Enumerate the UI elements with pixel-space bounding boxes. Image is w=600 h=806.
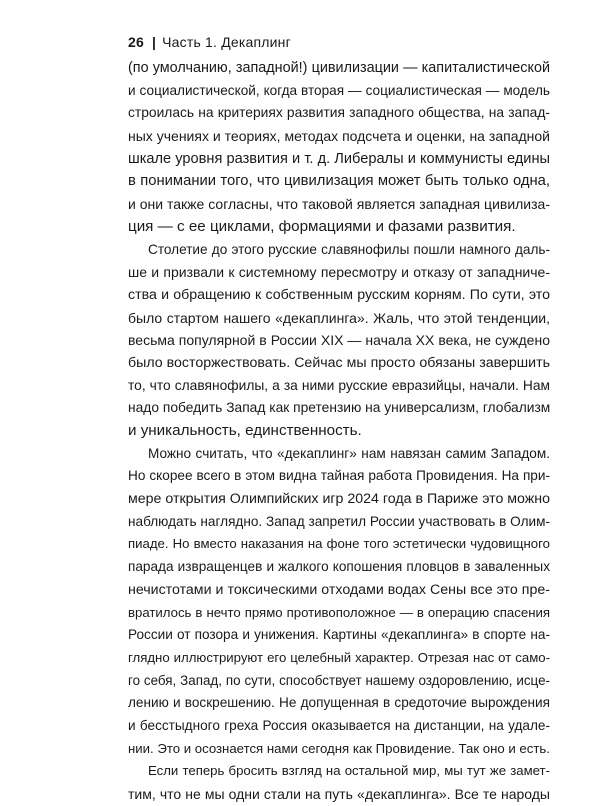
text-line: и уникальность, единственность.: [128, 422, 362, 439]
paragraph-first-line: Столетие до этого русские славянофилы пошли намного даль-: [148, 241, 550, 257]
text-line: нии. Это и осознается нами сегодня как Провидение. Так оно и есть.: [128, 740, 550, 756]
page-number: 26: [128, 34, 144, 50]
running-header: [128, 34, 291, 50]
text-line: парада извращенцев и жалкого копошения пловцов в заваленных: [128, 559, 550, 575]
text-line: ше и призвали к системному пересмотру и отказу от западниче-: [128, 264, 550, 281]
text-line: и социалистической, когда вторая — социалистическая — модель: [128, 82, 550, 98]
text-line: глядно иллюстрируют его целебный характер. Отрезая нас от само-: [128, 649, 550, 665]
paragraph-first-line: Если теперь бросить взгляд на остальной мир, мы тут же замет-: [148, 763, 550, 779]
chapter-title: Часть 1. Декаплинг: [162, 34, 291, 50]
text-line: Но скорее всего в этом видна тайная работа Провидения. На при-: [128, 468, 550, 484]
text-line: лению и воскрешению. Не допущенная в средоточие вырождения: [128, 695, 550, 711]
text-line: строилась на критериях развития западного общества, на запад-: [128, 105, 550, 121]
text-line: наблюдать наглядно. Запад запретил России участвовать в Олим-: [128, 513, 550, 529]
text-line: (по умолчанию, западной!) цивилизации — капиталистической: [128, 60, 550, 76]
text-line: мере открытия Олимпийских игр 2024 года в Париже это можно: [128, 491, 550, 508]
text-line: вратилось в нечто прямо противоположное — в операцию спасения: [128, 604, 550, 620]
paragraph-first-line: Можно считать, что «декаплинг» нам навязан самим Западом.: [148, 445, 550, 461]
body-text: [128, 57, 550, 806]
text-line: тим, что не мы одни стали на путь «декаплинга». Все те народы: [128, 786, 550, 802]
header-separator: |: [151, 34, 157, 50]
text-line: и бесстыдного греха Россия оказывается на дистанции, на удале-: [128, 717, 550, 733]
text-line: шкале уровня развития и т. д. Либералы и коммунисты едины: [128, 150, 550, 167]
text-line: весьма популярной в России XIX — начала XX века, не суждено: [128, 332, 550, 349]
text-line: было восторжествовать. Сейчас мы просто обязаны завершить: [128, 354, 550, 371]
text-line: ных учениях и теориях, методах подсчета и оценки, на западной: [128, 128, 550, 145]
text-line: в понимании того, что цивилизация может быть только одна,: [128, 173, 550, 190]
text-line: надо победить Запад как претензию на универсализм, глобализм: [128, 400, 551, 416]
text-line: то, что славянофилы, а за ними русские евразийцы, начали. Нам: [128, 377, 550, 393]
text-line: пиаде. Но вместо наказания на фоне того эстетически чудовищного: [128, 536, 550, 552]
text-line: было стартом нашего «декаплинга». Жаль, что этой тенденции,: [128, 309, 550, 326]
text-line: ства и обращению к собственным русским корням. По сути, это: [128, 286, 550, 303]
text-line: и они также согласны, что таковой является западная цивилиза-: [128, 196, 550, 213]
text-line: го себя, Запад, по сути, способствует нашему оздоровлению, исце-: [128, 672, 550, 688]
text-line: России от позора и унижения. Картины «декаплинга» в спорте на-: [128, 627, 550, 643]
text-line: нечистотами и токсическими отходами водах Сены все это пре-: [128, 581, 550, 598]
text-line: ция — с ее циклами, формациями и фазами развития.: [128, 217, 516, 235]
